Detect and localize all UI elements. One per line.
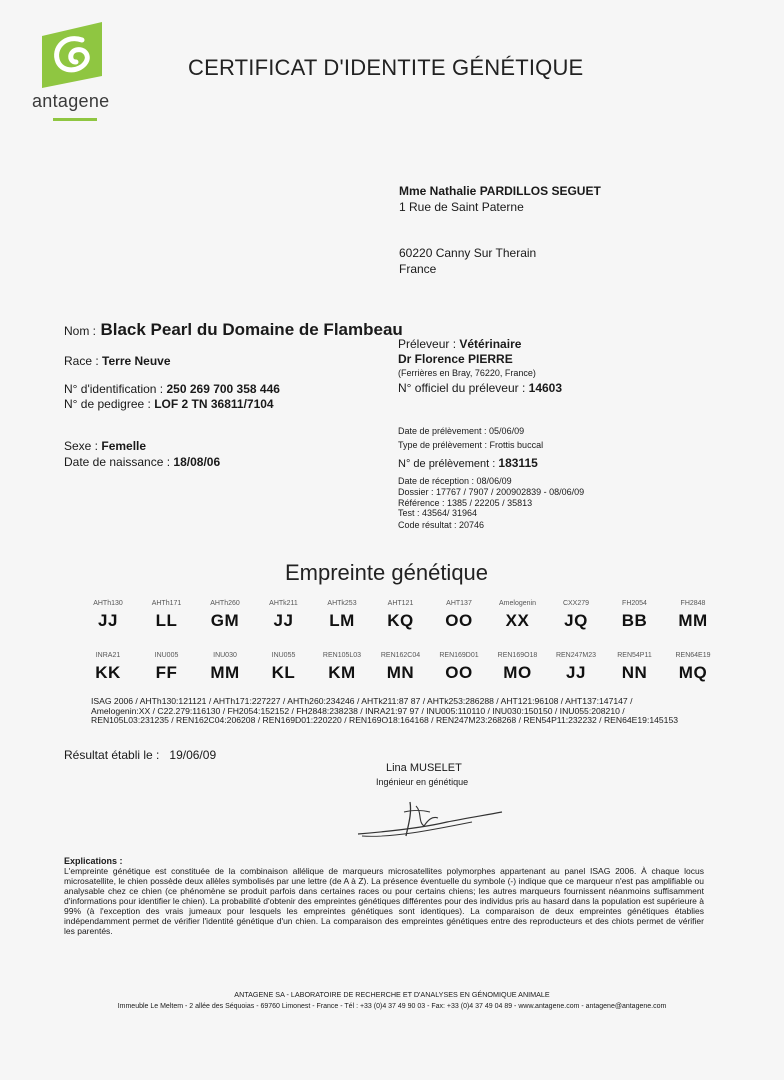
footer-contact: Immeuble Le Meltem - 2 allée des Séquoias - 69760 Limonest - France - Tél : +33 (0)4 37 49 90 03 - Fax: +33 (0)4 37 49 04 89 - www.antagene.com - antagene@antagene.com bbox=[117, 1003, 667, 1010]
owner-city: 60220 Canny Sur Therain bbox=[399, 246, 537, 260]
footer-lab-name: ANTAGENE SA - LABORATOIRE DE RECHERCHE ET D'ANALYSES EN GÉNOMIQUE ANIMALE bbox=[234, 990, 550, 999]
locus-cell bbox=[431, 600, 487, 631]
locus-genotype: KQ bbox=[387, 611, 414, 630]
locus-name: AHTk253 bbox=[327, 600, 357, 607]
num-prelevement-row: N° de prélèvement : 183115 bbox=[398, 456, 538, 470]
antagene-logo-icon bbox=[36, 18, 108, 90]
locus-cell bbox=[431, 652, 487, 683]
locus-genotype: GM bbox=[210, 611, 240, 630]
owner-street: 1 Rue de Saint Paterne bbox=[399, 200, 524, 214]
locus-cell bbox=[548, 652, 604, 683]
preleveur-location: (Ferrières en Bray, 76220, France) bbox=[398, 368, 536, 378]
locus-cell bbox=[490, 600, 546, 631]
test: Test : 43564/ 31964 bbox=[398, 508, 478, 518]
locus-cell bbox=[607, 600, 663, 631]
code-resultat: Code résultat : 20746 bbox=[398, 520, 485, 530]
locus-cell bbox=[373, 600, 429, 631]
locus-name: Amelogenin bbox=[499, 600, 536, 607]
preleveur-official-row: N° officiel du préleveur : 14603 bbox=[398, 381, 563, 395]
signature-image bbox=[352, 792, 512, 844]
locus-genotype: MM bbox=[210, 663, 240, 682]
animal-name: Black Pearl du Domaine de Flambeau bbox=[100, 320, 403, 339]
owner-name: Mme Nathalie PARDILLOS SEGUET bbox=[399, 184, 601, 198]
page-title: CERTIFICAT D'IDENTITE GÉNÉTIQUE bbox=[188, 55, 584, 80]
locus-genotype: NN bbox=[621, 663, 648, 682]
locus-name: FH2054 bbox=[622, 600, 647, 607]
empreinte-title: Empreinte génétique bbox=[285, 560, 489, 585]
locus-name: REN247M23 bbox=[555, 652, 597, 659]
birthdate-row: Date de naissance : 18/08/06 bbox=[64, 455, 221, 469]
locus-name: AHTk211 bbox=[269, 600, 298, 607]
locus-name: REN169D01 bbox=[439, 652, 479, 659]
race-row: Race : Terre Neuve bbox=[64, 354, 171, 368]
locus-cell bbox=[80, 652, 136, 683]
locus-cell bbox=[139, 600, 195, 631]
signatory-role: Ingénieur en génétique bbox=[376, 777, 469, 787]
locus-name: REN105L03 bbox=[322, 652, 362, 659]
locus-cell bbox=[80, 600, 136, 631]
locus-name: AHT121 bbox=[387, 600, 414, 607]
locus-name: INU030 bbox=[213, 652, 237, 659]
sexe-row: Sexe : Femelle bbox=[64, 439, 147, 453]
locus-name: REN54P11 bbox=[617, 652, 652, 659]
locus-genotype: JJ bbox=[98, 611, 118, 630]
locus-genotype: MN bbox=[386, 663, 415, 682]
dossier: Dossier : 17767 / 7907 / 200902839 - 08/06/09 bbox=[398, 487, 585, 497]
locus-genotype: OO bbox=[445, 663, 473, 682]
locus-cell bbox=[314, 600, 370, 631]
locus-cell bbox=[373, 652, 429, 683]
brand-underline bbox=[53, 118, 97, 121]
date-prelevement: Date de prélèvement : 05/06/09 bbox=[398, 426, 525, 436]
locus-genotype: LL bbox=[155, 611, 178, 630]
locus-genotype: KM bbox=[328, 663, 356, 682]
reference: Référence : 1385 / 22205 / 35813 bbox=[398, 498, 533, 508]
preleveur-name: Dr Florence PIERRE bbox=[398, 352, 513, 366]
locus-genotype: KL bbox=[271, 663, 296, 682]
locus-genotype: OO bbox=[445, 611, 473, 630]
locus-genotype: JJ bbox=[566, 663, 586, 682]
explications-text: L'empreinte génétique est constituée de la combinaison allélique de marqueurs microsatellites polymorphes appartenant au panel ISAG 2006. À chaque locus microsatellite, le chien possède deux allèles symbolisés par une lettre (de A à Z). La présence éventuelle du symbole (-) indique que ce marqueur n'est pas amplifiable ou analysable chez ce chien (ce phénomène se produit parfois dans certaines races ou pour certains chiens; les autres marqueurs fournissent néanmoins suffisamment d'informations pour identifier le chien). La probabilité d'obtenir des empreintes génétiques différentes pour des individus pris au hasard dans la population est supérieure à 99% (à l'exception des vrais jumeaux pour lesquels les empreintes génétiques sont identiques). La comparaison de deux empreintes génétiques établies indépendamment permet de vérifier l'identité génétique d'un chien. La comparaison des empreintes génétiques entre des reproducteurs et des chiots permet de vérifier les parentés. bbox=[64, 866, 704, 936]
locus-name: CXX279 bbox=[562, 600, 590, 607]
pedigree-row: N° de pedigree : LOF 2 TN 36811/7104 bbox=[64, 397, 274, 411]
locus-name: REN64E19 bbox=[675, 652, 711, 659]
locus-genotype: MO bbox=[503, 663, 532, 682]
type-prelevement: Type de prélèvement : Frottis buccal bbox=[398, 440, 544, 450]
locus-name: AHTh130 bbox=[93, 600, 123, 607]
locus-cell bbox=[256, 652, 312, 683]
explications-block bbox=[64, 856, 704, 936]
locus-genotype: BB bbox=[621, 611, 648, 630]
date-reception: Date de réception : 08/06/09 bbox=[398, 476, 512, 486]
locus-genotype: MM bbox=[678, 611, 708, 630]
locus-cell bbox=[665, 652, 721, 683]
locus-name: REN162C04 bbox=[380, 652, 421, 659]
locus-name: INU055 bbox=[271, 652, 296, 659]
identification-row: N° d'identification : 250 269 700 358 446 bbox=[64, 382, 280, 396]
locus-genotype: XX bbox=[505, 611, 530, 630]
locus-cell bbox=[548, 600, 604, 631]
brand-name: antagene bbox=[32, 91, 110, 111]
locus-genotype: FF bbox=[155, 663, 178, 682]
locus-cell bbox=[665, 600, 721, 631]
locus-name: REN169O18 bbox=[497, 652, 538, 659]
preleveur-row: Préleveur : Vétérinaire bbox=[398, 337, 522, 351]
locus-name: FH2848 bbox=[680, 600, 706, 607]
locus-name: AHT137 bbox=[446, 600, 472, 607]
locus-cell bbox=[139, 652, 195, 683]
locus-genotype: MQ bbox=[678, 663, 708, 682]
locus-cell bbox=[314, 652, 370, 683]
locus-cell bbox=[490, 652, 546, 683]
locus-cell bbox=[607, 652, 663, 683]
result-row: Résultat établi le : 19/06/09 bbox=[64, 748, 217, 762]
locus-name: INRA21 bbox=[95, 652, 121, 659]
locus-genotype: JQ bbox=[564, 611, 588, 630]
locus-genotype: JJ bbox=[273, 611, 294, 630]
isag-details: ISAG 2006 / AHTh130:121121 / AHTh171:227227 / AHTh260:234246 / AHTk211:87 87 / AHTk253:286288 / AHT121:96108 / AHT137:147147 / Amelogenin:XX / C22.279:116130 / FH2054:152152 / FH2848:238238 / INRA21:97 97 / INU005:110110 / INU030:150150 / INU055:208210 / REN105L03:231235 / REN162C04:206208 / REN169D01:220220 / REN169O18:164168 / REN247M23:268268 / REN54P11:232232 / REN64E19:145153 bbox=[91, 696, 679, 726]
locus-name: AHTh260 bbox=[210, 600, 240, 607]
locus-cell bbox=[197, 600, 253, 631]
animal-name-row: Nom : Black Pearl du Domaine de Flambeau bbox=[64, 320, 403, 339]
locus-cell bbox=[197, 652, 253, 683]
locus-name: AHTh171 bbox=[151, 600, 182, 607]
locus-cell bbox=[256, 600, 312, 631]
locus-genotype: LM bbox=[329, 611, 355, 630]
locus-genotype: KK bbox=[95, 663, 121, 682]
locus-name: INU005 bbox=[154, 652, 179, 659]
signatory-name: Lina MUSELET bbox=[386, 762, 462, 774]
owner-country: France bbox=[399, 262, 437, 276]
explications-title: Explications : bbox=[64, 856, 123, 866]
